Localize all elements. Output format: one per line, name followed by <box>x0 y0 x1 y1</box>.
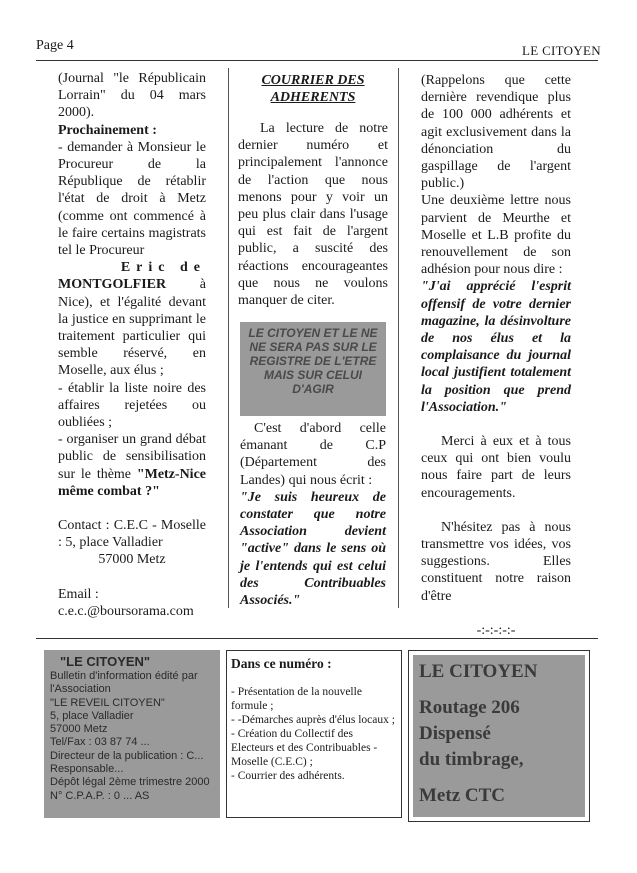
header-rule <box>36 60 598 61</box>
contact-line-2: 57000 Metz <box>98 552 166 568</box>
col3-para-3: Merci à eux et à tous ceux qui ont bien voulu nous faire part de leurs encouragements. <box>421 434 571 501</box>
col3-para-2: Une deuxième lettre nous parvient de Meurthe et Moselle et L.B profite du renouvellement de son adhésion pour nous dire : <box>421 193 571 278</box>
publisher-line-9: Dépôt légal 2ème trimestre 2000 <box>50 776 210 789</box>
postage-line-1: LE CITOYEN <box>419 661 538 682</box>
contact-line-1 <box>58 517 206 551</box>
postage-line-3: Dispensé <box>419 723 491 744</box>
prosecutor-firstname: Eric de <box>120 260 206 276</box>
agenda-item-1-end: Nice), et l'égalité devant la justice en supprimant le traitement particulier qui semble réservé, en Moselle, aux élus ; <box>58 294 206 379</box>
publisher-line-7: Directeur de la publication : C... <box>50 749 204 762</box>
prochainement-heading: Prochainement : <box>58 122 157 138</box>
contents-box <box>226 650 402 818</box>
prosecutor-surname: MONTGOLFIER <box>58 277 167 293</box>
contents-item-1: - Présentation de la nouvelle formule ; <box>231 686 362 712</box>
contents-item-4: - Courrier des adhérents. <box>231 770 345 782</box>
column-2-lower <box>240 420 386 609</box>
publisher-line-8: Responsable... <box>50 763 124 776</box>
agenda-item-3-text: - organiser un grand débat public de sensibilisation sur le thème <box>58 432 206 482</box>
column-divider-1 <box>228 68 229 608</box>
footer-rule <box>36 638 598 639</box>
prosecutor-name-line <box>58 259 206 276</box>
publisher-info-box <box>44 650 220 818</box>
postage-line-2: Routage 206 <box>419 697 520 718</box>
prosecutor-at: à <box>199 277 206 293</box>
grey-slogan-text: LE CITOYEN ET LE NE NE SERA PAS SUR LE REGISTRE DE L'ETRE MAIS SUR CELUI D'AGIR <box>248 326 378 396</box>
agenda-item-1-text: - demander à Monsieur le Procureur de la République de rétablir l'état de droit à Metz (comme ont commencé à le faire certains magistrats tel le Procureur <box>58 139 206 259</box>
courrier-intro: La lecture de notre dernier numéro et principalement l'annonce de l'action que nous menons pour y voir un peu plus clair dans l'usage qui est fait de l'argent public, a suscité des réactions encourageantes que nous ne voulons manquer de citer. <box>238 121 388 309</box>
email-address[interactable]: c.e.c.@boursorama.com <box>58 603 194 619</box>
contact-address: Contact : C.E.C - Moselle : 5, place Valladier <box>58 518 206 551</box>
postage-line-5: Metz CTC <box>419 785 505 806</box>
column-2 <box>238 72 388 309</box>
intro-text: (Journal "le Républicain Lorrain" du 04 mars 2000). <box>58 71 206 121</box>
col3-para-4: N'hésitez pas à nous transmettre vos idées, vos suggestions. Elles constituent notre raison d'être <box>421 519 571 604</box>
publisher-box-title: "LE CITOYEN" <box>60 654 151 669</box>
publisher-line-2: l'Association <box>50 683 111 696</box>
email-label: Email : <box>58 586 99 602</box>
contents-item-2: - -Démarches auprès d'élus locaux ; <box>231 714 395 726</box>
newspaper-title: LE CITOYEN <box>522 43 601 58</box>
agenda-item-2: - établir la liste noire des affaires rejetées ou oubliées ; <box>58 380 206 431</box>
letter-1-quote: "Je suis heureux de constater que notre Association devient "active" dans le sens où je l'entends qui est celui des Contribuables Associés." <box>240 489 386 609</box>
publisher-line-1: Bulletin d'information édité par <box>50 670 198 682</box>
publisher-line-10: N° C.P.A.P. : 0 ... AS <box>50 789 150 802</box>
prosecutor-surname-line <box>58 276 206 293</box>
page-number: Page 4 <box>36 38 74 53</box>
column-1 <box>58 70 206 620</box>
letter-1-intro: C'est d'abord celle émanant de C.P (Département des Landes) qui nous écrit : <box>240 421 386 488</box>
publisher-line-3: "LE REVEIL CITOYEN" <box>50 696 165 709</box>
contents-item-3: - Création du Collectif des Electeurs et des Contribuables - Moselle (C.E.C) ; <box>231 728 378 768</box>
postage-box-frame <box>408 650 590 822</box>
letter-2-quote: "J'ai apprécié l'esprit offensif de votre dernier magazine, la désinvolture de nos élus et la complaisance du journal local justifient totalement la position que prend l'Association." <box>421 279 571 415</box>
agenda-item-1 <box>58 139 206 259</box>
section-separator: -:-:-:-:- <box>476 622 516 638</box>
postage-box <box>413 655 585 817</box>
column-divider-2 <box>398 68 399 608</box>
grey-slogan-box <box>240 322 386 416</box>
contents-title: Dans ce numéro : <box>231 656 332 671</box>
publisher-line-4: 5, place Valladier <box>50 709 134 722</box>
col3-para-1: (Rappelons que cette dernière revendique plus de 100 000 adhérents et agit exclusivement dans la dénonciation du gaspillage de l'argent public.) <box>421 73 571 192</box>
publisher-line-5: 57000 Metz <box>50 723 108 736</box>
agenda-item-3-theme: "Metz-Nice même combat ?" <box>58 466 206 499</box>
column-3 <box>421 72 571 639</box>
publisher-line-6: Tel/Fax : 03 87 74 ... <box>50 736 150 749</box>
postage-line-4: du timbrage, <box>419 749 524 770</box>
agenda-item-3 <box>58 431 206 500</box>
section-heading-line-1: COURRIER DES <box>261 73 365 88</box>
section-heading-line-2: ADHERENTS <box>270 90 356 105</box>
